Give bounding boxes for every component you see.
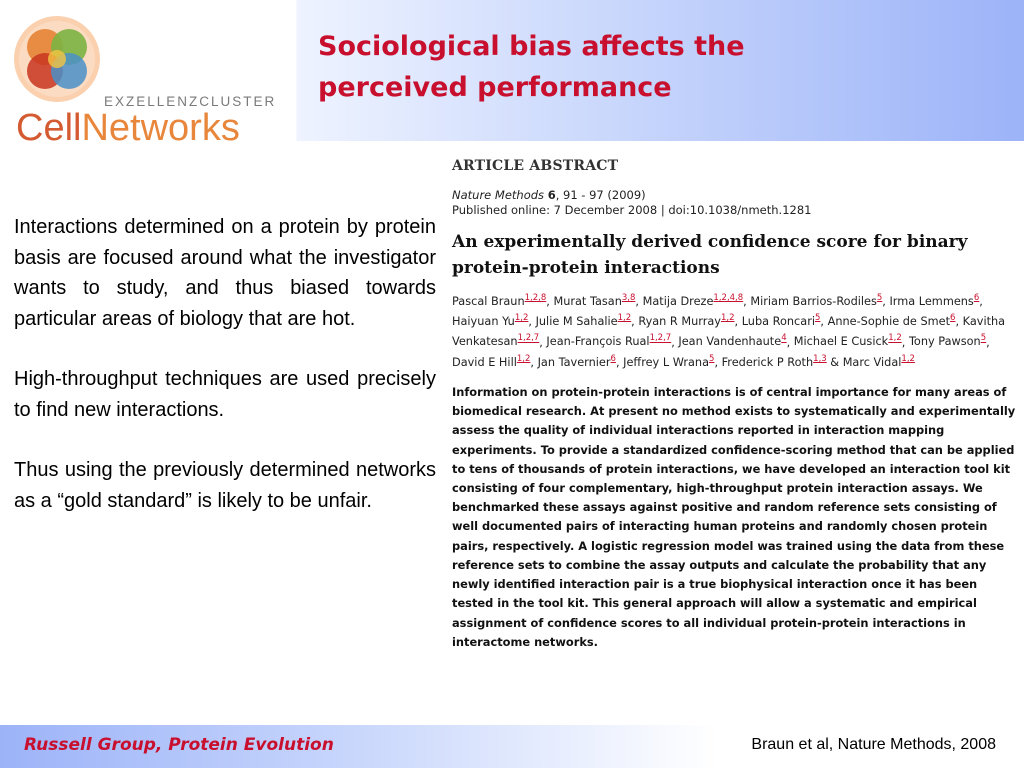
author-name: Murat Tasan <box>553 294 622 308</box>
slide-footer <box>0 725 1024 768</box>
slide-header <box>0 0 1024 149</box>
author-name: Matija Dreze <box>642 294 714 308</box>
author-affiliation-link[interactable]: 5 <box>814 313 821 324</box>
author <box>623 353 715 369</box>
article-abstract-panel <box>452 156 1020 652</box>
author-name: Marc Vidal <box>842 355 902 369</box>
author <box>546 335 671 348</box>
body-paragraph-2: High-throughput techniques are used precisely to find new interactions. <box>14 368 436 421</box>
author-name: Ryan R Murray <box>638 315 721 329</box>
author <box>536 315 632 328</box>
body-paragraph-1: Interactions determined on a protein by protein basis are focused around what the investigator wants to study, and thus biased towards particular areas of biology that are hot. <box>14 216 436 330</box>
author <box>794 335 902 348</box>
author <box>742 315 821 328</box>
author-affiliation-link[interactable]: 1,2 <box>720 313 735 324</box>
journal-volume: 6 <box>547 188 556 202</box>
author <box>553 295 635 308</box>
article-abstract-text: Information on protein-protein interactions is of central importance for many areas of biomedical research. At present no method exists to systematically and experimentally assess the quality of individual interactions reported in interaction mapping experiments. To provide a standardized confidence-scoring method that can be applied to tens of thousands of protein interactions, we have developed an interaction tool kit consisting of four complementary, high-throughput protein interaction assays. We benchmarked these assays against positive and random reference sets consisting of well documented pairs of interacting human proteins and randomly chosen protein pairs, respectively. A logistic regression model was trained using the data from these reference sets to combine the assay outputs and calculate the probability that any newly identified interaction pair is a true biophysical interaction once it has been tested in the tool kit. This general approach will allow a systematic and empirical assignment of confidence scores to all individual protein-protein interactions in interactome networks. <box>452 385 1016 649</box>
footer-citation: Braun et al, Nature Methods, 2008 <box>751 736 996 753</box>
body-paragraph-3: Thus using the previously determined networks as a “gold standard” is likely to be unfair. <box>14 459 436 512</box>
author <box>643 295 744 308</box>
author <box>638 315 734 328</box>
logo <box>0 0 296 149</box>
author-affiliation-link[interactable]: 1,2,7 <box>517 333 540 344</box>
slide-title <box>318 26 998 108</box>
journal-name: Nature Methods <box>452 188 545 202</box>
article-title: An experimentally derived confidence score for binary protein-protein interactions <box>452 232 968 278</box>
logo-name-part2: Networks <box>81 107 240 149</box>
author-affiliation-link[interactable]: 1,2 <box>514 313 529 324</box>
author-affiliation-link[interactable]: 1,2,4,8 <box>713 293 744 303</box>
author <box>828 315 956 328</box>
author-affiliation-link[interactable]: 1,3 <box>813 353 827 364</box>
author <box>842 353 915 369</box>
article-journal-line <box>452 188 1020 203</box>
article-authors: Pascal Braun$^{1,2,8}$, Murat Tasan$^{3,8}$, Matija Dreze$^{1,2,4,8}$, Miriam Barrios-Rodiles$^5$, Irma Lemmens$^6$, Haiyuan Yu$^{1,2}$, Julie M Sahalie$^{1,2}$, Ryan R Murray$^{1,2}$, Luba Roncari$^5$, Anne-Sophie de Smet$^6$, Kavitha Venkatesan$^{1,2,7}$, Jean-François Rual$^{1,2,7}$, Jean Vandenhaute$^4$, Michael E Cusick$^{1,2}$, Tony Pawson$^5$, David E Hill$^{1,2}$, Jan Tavernier$^6$, Jeffrey L Wrana$^5$, Frederick P Roth$^{1,3}$ & Marc Vidal$^{1,2}$ <box>452 293 1006 369</box>
author <box>721 353 827 369</box>
author <box>678 335 786 348</box>
author-name: David E Hill <box>452 355 517 369</box>
author-affiliation-link[interactable]: 6 <box>610 353 616 364</box>
author-affiliation-link[interactable]: 3,8 <box>621 293 636 303</box>
logo-subtitle: EXZELLENZCLUSTER <box>104 94 277 109</box>
author <box>452 295 546 308</box>
author-affiliation-link[interactable]: 1,2 <box>888 333 902 344</box>
author-affiliation-link[interactable]: 1,2 <box>901 353 915 364</box>
author-name: Pascal Braun <box>452 294 525 308</box>
article-header: ARTICLE ABSTRACT <box>452 158 619 174</box>
author-name: Jan Tavernier <box>537 355 611 369</box>
journal-pages: , 91 - 97 (2009) <box>555 188 646 202</box>
author-name: Anne-Sophie de Smet <box>827 315 951 329</box>
author-name: Kavitha Venkatesan <box>452 315 1006 349</box>
author-affiliation-link[interactable]: 5 <box>709 353 715 364</box>
cellnetworks-logo-icon <box>12 14 102 104</box>
author-affiliation-link[interactable]: 1,2 <box>617 313 632 324</box>
author-name: Michael E Cusick <box>793 335 889 349</box>
author-affiliation-link[interactable]: 4 <box>781 333 787 344</box>
author <box>452 353 531 369</box>
author-affiliation-link[interactable]: 1,2,7 <box>649 333 672 344</box>
article-published: Published online: 7 December 2008 | doi:10.1038/nmeth.1281 <box>452 203 812 217</box>
author-affiliation-link[interactable]: 5 <box>876 293 883 303</box>
slide-title-line2: perceived performance <box>318 72 672 103</box>
author <box>909 335 986 348</box>
logo-wordmark <box>16 106 240 150</box>
author <box>537 353 616 369</box>
logo-name-part1: Cell <box>16 107 82 149</box>
author-name: Frederick P Roth <box>721 355 814 369</box>
author-name: Jean Vandenhaute <box>678 335 782 349</box>
author <box>750 295 882 308</box>
author-name: Miriam Barrios-Rodiles <box>750 294 877 308</box>
author-affiliation-link[interactable]: 6 <box>973 293 980 303</box>
author-affiliation-link[interactable]: 6 <box>950 313 956 324</box>
author-name: Luba Roncari <box>741 315 815 329</box>
author-name: Julie M Sahalie <box>535 315 618 329</box>
author-name: Tony Pawson <box>908 335 981 349</box>
author-name: Jeffrey L Wrana <box>623 355 710 369</box>
author <box>452 315 528 328</box>
slide-title-line1: Sociological bias affects the <box>318 31 745 62</box>
footer-group-label: Russell Group, Protein Evolution <box>24 735 334 755</box>
author-affiliation-link[interactable]: 5 <box>980 333 987 344</box>
author-name: Haiyuan Yu <box>452 315 515 329</box>
author <box>889 295 979 308</box>
slide-body <box>14 212 436 546</box>
author-affiliation-link[interactable]: 1,2 <box>516 353 531 364</box>
author-name: Irma Lemmens <box>889 294 974 308</box>
author-affiliation-link[interactable]: 1,2,8 <box>524 293 547 303</box>
author-name: Jean-François Rual <box>546 335 650 349</box>
